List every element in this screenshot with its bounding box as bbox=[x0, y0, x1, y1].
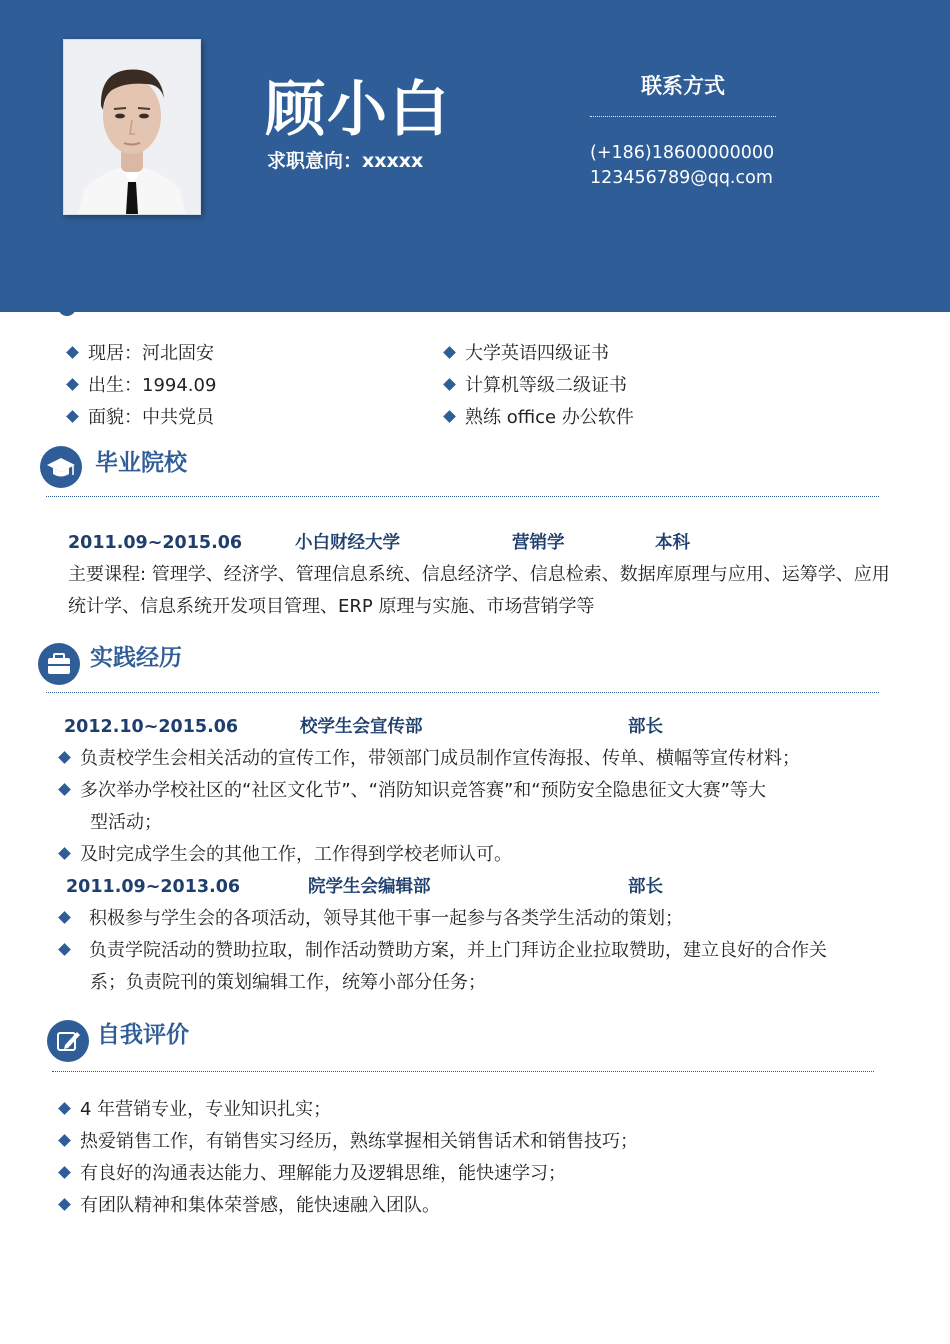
diamond-bullet-icon bbox=[58, 911, 71, 924]
job-duty-continuation: 型活动； bbox=[90, 812, 162, 833]
education-section-title: 毕业院校 bbox=[95, 450, 187, 476]
job-duty-continuation: 系；负责院刊的策划编辑工作，统筹小部分任务； bbox=[90, 972, 486, 993]
job-objective: 求职意向：xxxxx bbox=[267, 150, 424, 172]
basic-info-item bbox=[68, 405, 214, 431]
briefcase-icon bbox=[38, 643, 80, 685]
self-evaluation-text: 热爱销售工作，有销售实习经历，熟练掌握相关销售话术和销售技巧； bbox=[80, 1131, 638, 1152]
self-evaluation-text: 有团队精神和集体荣誉感，能快速融入团队。 bbox=[80, 1195, 440, 1216]
education-school: 小白财经大学 bbox=[295, 533, 400, 553]
education-courses-line2: 统计学、信息系统开发项目管理、ERP 原理与实施、市场营销学等 bbox=[68, 596, 595, 617]
job-duty-text: 负责校学生会相关活动的宣传工作，带领部门成员制作宣传海报、传单、横幅等宣传材料； bbox=[80, 748, 800, 769]
diamond-bullet-icon bbox=[58, 943, 71, 956]
self-evaluation-item bbox=[60, 1161, 566, 1187]
job-period: 2012.10~2015.06 bbox=[64, 717, 239, 737]
diamond-bullet-icon bbox=[58, 847, 71, 860]
practice-divider bbox=[46, 692, 879, 693]
certificate-text: 计算机等级二级证书 bbox=[465, 375, 627, 396]
job-period: 2011.09~2013.06 bbox=[66, 877, 241, 897]
certificate-text: 熟练 office 办公软件 bbox=[465, 407, 634, 428]
self-evaluation-text: 有良好的沟通表达能力、理解能力及逻辑思维，能快速学习； bbox=[80, 1163, 566, 1184]
education-divider bbox=[46, 496, 879, 497]
certificate-text: 大学英语四级证书 bbox=[465, 343, 609, 364]
pencil-edit-icon bbox=[47, 1020, 89, 1062]
diamond-bullet-icon bbox=[66, 410, 79, 423]
education-major: 营销学 bbox=[512, 533, 565, 553]
basic-info-item bbox=[68, 373, 216, 399]
job-duty-text: 积极参与学生会的各项活动，领导其他干事一起参与各类学生活动的策划； bbox=[89, 908, 683, 929]
basic-info-text: 出生：1994.09 bbox=[88, 375, 217, 396]
job-duty-text: 负责学院活动的赞助拉取，制作活动赞助方案，并上门拜访企业拉取赞助，建立良好的合作关 bbox=[89, 940, 827, 961]
diamond-bullet-icon bbox=[58, 1198, 71, 1211]
job-role: 部长 bbox=[628, 877, 663, 897]
portrait-image bbox=[64, 40, 200, 214]
education-period: 2011.09~2015.06 bbox=[68, 533, 243, 553]
self-evaluation-text: 4 年营销专业，专业知识扎实； bbox=[80, 1099, 332, 1120]
diamond-bullet-icon bbox=[443, 346, 456, 359]
certificate-item bbox=[445, 373, 627, 399]
basic-info-item bbox=[68, 341, 214, 367]
self-evaluation-section-title: 自我评价 bbox=[97, 1022, 189, 1048]
diamond-bullet-icon bbox=[443, 378, 456, 391]
diamond-bullet-icon bbox=[58, 751, 71, 764]
diamond-bullet-icon bbox=[58, 1102, 71, 1115]
header-banner bbox=[0, 0, 950, 312]
job-duty-item bbox=[60, 938, 827, 964]
job-role: 部长 bbox=[628, 717, 663, 737]
practice-section-title: 实践经历 bbox=[90, 645, 182, 671]
job-duty-item bbox=[60, 778, 766, 804]
candidate-name: 顾小白 bbox=[265, 75, 451, 145]
job-duty-text: 多次举办学校社区的“社区文化节”、“消防知识竞答赛”和“预防安全隐患征文大赛”等大 bbox=[80, 780, 766, 801]
job-duty-item bbox=[60, 842, 512, 868]
education-degree: 本科 bbox=[655, 533, 690, 553]
job-organization: 院学生会编辑部 bbox=[308, 877, 431, 897]
contact-divider bbox=[590, 116, 776, 117]
profile-photo bbox=[63, 39, 201, 215]
contact-email: 123456789@qq.com bbox=[590, 168, 773, 188]
diamond-bullet-icon bbox=[443, 410, 456, 423]
diamond-bullet-icon bbox=[58, 1166, 71, 1179]
diamond-bullet-icon bbox=[58, 783, 71, 796]
self-evaluation-item bbox=[60, 1129, 638, 1155]
basic-info-text: 面貌：中共党员 bbox=[88, 407, 214, 428]
certificate-item bbox=[445, 341, 609, 367]
self-evaluation-item bbox=[60, 1097, 331, 1123]
job-organization: 校学生会宣传部 bbox=[300, 717, 423, 737]
self-evaluation-divider bbox=[52, 1071, 874, 1072]
education-courses-line1: 主要课程: 管理学、经济学、管理信息系统、信息经济学、信息检索、数据库原理与应用、运筹学、应用 bbox=[68, 564, 890, 585]
diamond-bullet-icon bbox=[58, 1134, 71, 1147]
basic-info-text: 现居：河北固安 bbox=[88, 343, 214, 364]
graduation-cap-icon bbox=[40, 446, 82, 488]
self-evaluation-item bbox=[60, 1193, 440, 1219]
diamond-bullet-icon bbox=[66, 346, 79, 359]
diamond-bullet-icon bbox=[66, 378, 79, 391]
contact-title: 联系方式 bbox=[641, 74, 725, 98]
certificate-item bbox=[445, 405, 634, 431]
job-duty-item bbox=[60, 746, 800, 772]
contact-phone: (+186)18600000000 bbox=[590, 143, 775, 163]
job-duty-item bbox=[60, 906, 683, 932]
job-duty-text: 及时完成学生会的其他工作，工作得到学校老师认可。 bbox=[80, 844, 512, 865]
